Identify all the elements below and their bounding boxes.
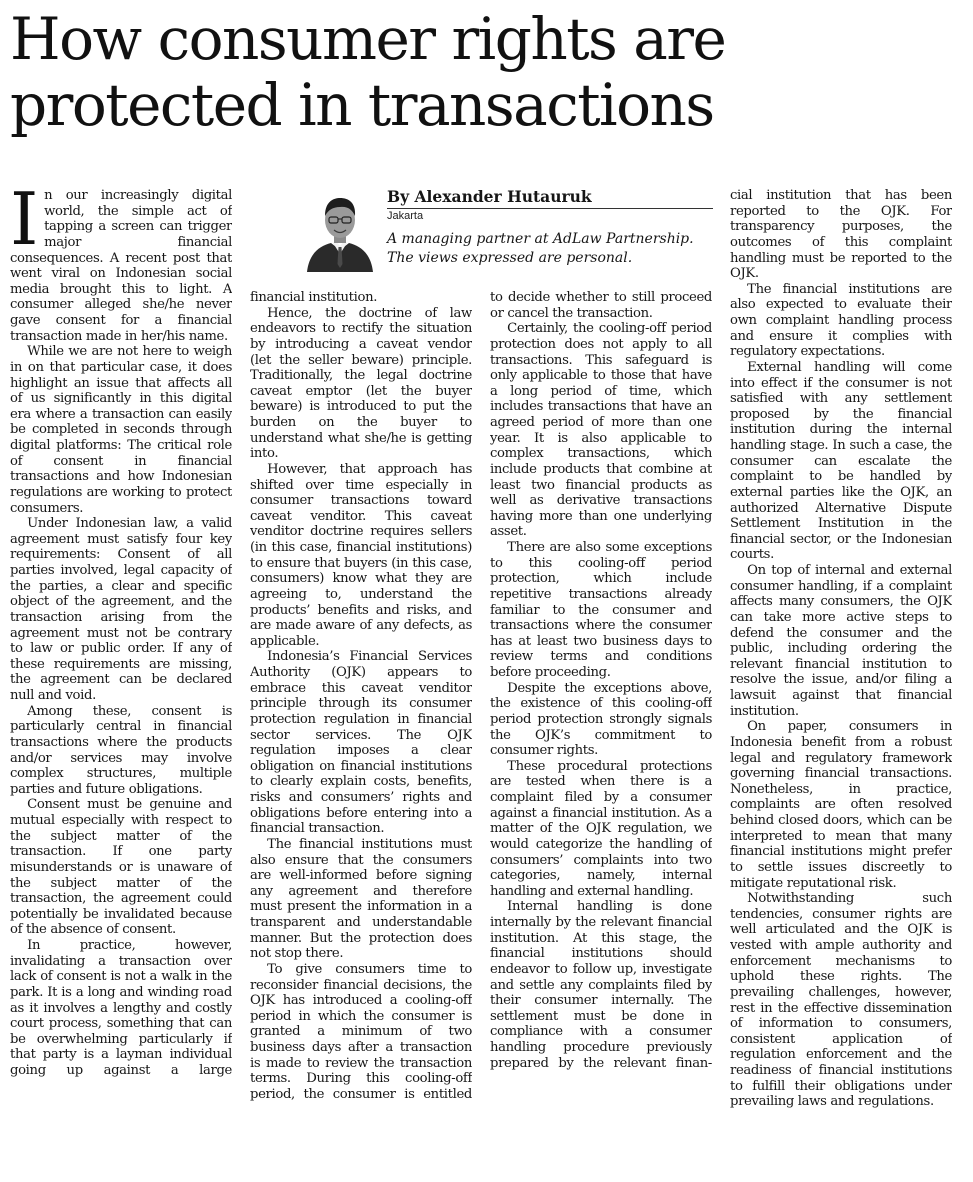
article-column-1: [10, 188, 232, 1164]
article-paragraph: In practice, however, invalidating a transaction over lack of consent is not a walk in the park. It is a long and winding road as it involves a lengthy and costly court process, something that can be overwhelming particularly if that party is a layman individual going up against a large: [10, 938, 232, 1078]
article-paragraph: There are also some exceptions to this cooling-off period protection, which include repetitive transactions already familiar to the consumer and transactions where the consumer has at least two business days to review terms and conditions before proceeding.: [490, 540, 712, 680]
byline-divider: [387, 208, 713, 209]
article-paragraph: To give consumers time to reconsider financial decisions, the OJK has introduced a cooling-off period in which the consumer is granted a minimum of two business days after a transaction is made to review the transaction terms. During this cooling-off period, the consumer is entitled: [250, 961, 472, 1102]
article-paragraph: financial institution.: [250, 290, 378, 305]
article-paragraph: Under Indonesian law, a valid agreement must satisfy four key requirements: Consent of all parties involved, legal capacity of the parties, a clear and specific object of the agreement, and the transaction arising from the agreement must not be contrary to law or public order. If any of these requirements are missing, the agreement can be declared null and void.: [10, 516, 232, 703]
article-paragraph: While we are not here to weigh in on that particular case, it does highlight an issue that affects all of us significantly in this digital era where a transaction can easily be completed in seconds through digital platforms: The critical role of consent in financial transactions and how Indonesian regulations are working to protect consumers.: [10, 344, 232, 516]
article-paragraph: These procedural protections are tested when there is a complaint filed by a consumer against a financial institution. As a matter of the OJK regulation, we would categorize the handling of consumers’ complaints into two categories, namely, internal handling and external handling.: [490, 758, 712, 899]
drop-cap: I: [10, 188, 39, 261]
article-column-2: [250, 290, 472, 1164]
byline-location: Jakarta: [387, 210, 424, 222]
article-paragraph: However, that approach has shifted over time especially in consumer transactions toward caveat venditor. This caveat venditor doctrine requires sellers (in this case, financial institutions) to ensure that buyers (in this case, consumers) know what they are agreeing to, understand the products’ benefits and risks, and are made aware of any defects, as applicable.: [250, 461, 472, 649]
headline: How consumer rights are protected in transactions: [10, 5, 726, 139]
paragraph-text: n our increasingly digital world, the simple act of tapping a screen can trigger major financial consequences. A recent post that went viral on Indonesian social media brought this to light. A consumer alleged she/he never gave consent for a financial transaction made in her/his name.: [10, 188, 232, 344]
article-paragraph: Notwithstanding such tendencies, consumer rights are well articulated and the OJK is vested with ample authority and enforcement mechanisms to uphold these rights. The prevailing challenges, however, rest in the effective dissemination of information to consumers, consistent application of regulation enforcement and the readiness of financial institutions to fulfill their obligations under prevailing laws and regulations.: [730, 891, 952, 1110]
article-paragraph: cial institution that has been reported to the OJK. For transparency purposes, the outcomes of this complaint handling must be reported to the OJK.: [730, 188, 952, 282]
article-paragraph: The financial institutions must also ensure that the consumers are well-informed before signing any agreement and therefore must present the information in a transparent and understandable manner. But the protection does not stop there.: [250, 836, 472, 962]
author-photo: [305, 190, 375, 272]
byline-box: [305, 186, 715, 281]
article-paragraph: Among these, consent is particularly central in financial transactions where the products and/or services may involve complex structures, multiple parties and future obligations.: [10, 703, 232, 797]
byline-author: By Alexander Hutauruk: [387, 187, 592, 206]
article-column-4: [730, 188, 952, 1164]
byline-description: A managing partner at AdLaw Partnership. The views expressed are personal.: [387, 231, 694, 266]
article-paragraph: [10, 188, 232, 344]
article-paragraph: Indonesia’s Financial Services Authority (OJK) appears to embrace this caveat venditor principle through its consumer protection regulation in financial sector services. The OJK regulation imposes a clear obligation on financial institutions to clearly explain costs, benefits, risks and consumers’ rights and obligations before entering into a financial transaction.: [250, 649, 472, 837]
article-paragraph: Hence, the doctrine of law endeavors to rectify the situation by introducing a caveat vendor (let the seller beware) principle. Traditionally, the legal doctrine caveat emptor (let the buyer beware) is introduced to put the burden on the buyer to understand what she/he is getting into.: [250, 305, 472, 462]
article-paragraph: Consent must be genuine and mutual especially with respect to the subject matter of the transaction. If one party misunderstands or is unaware of the subject matter of the transaction, the agreement could potentially be invalidated because of the absence of consent.: [10, 797, 232, 938]
article-paragraph: Despite the exceptions above, the existence of this cooling-off period protection strongly signals the OJK’s commitment to consumer rights.: [490, 680, 712, 759]
article-paragraph: Certainly, the cooling-off period protection does not apply to all transactions. This safeguard is only applicable to those that have a long period of time, which includes transactions that have an agreed period of more than one year. It is also applicable to complex transactions, which include products that combine at least two financial products as well as derivative transactions having more than one underlying asset.: [490, 321, 712, 540]
article-paragraph: to decide whether to still proceed or cancel the transaction.: [490, 290, 712, 321]
article-paragraph: On top of internal and external consumer handling, if a complaint affects many consumers, the OJK can take more active steps to defend the consumer and the public, including ordering the relevant financial institution to resolve the issue, and/or filing a lawsuit against that financial institution.: [730, 563, 952, 719]
article-paragraph: The financial institutions are also expected to evaluate their own complaint handling process and ensure it complies with regulatory expectations.: [730, 281, 952, 360]
article-paragraph: On paper, consumers in Indonesia benefit from a robust legal and regulatory framework governing financial transactions. Nonetheless, in practice, complaints are often resolved behind closed doors, which can be interpreted to mean that many financial institutions might prefer to settle issues discreetly to mitigate reputational risk.: [730, 719, 952, 891]
article-paragraph: External handling will come into effect if the consumer is not satisfied with any settlement proposed by the financial institution during the internal handling stage. In such a case, the consumer can escalate the complaint to be handled by external parties like the OJK, an authorized Alternative Dispute Settlement Institution in the financial sector, or the Indonesian courts.: [730, 359, 952, 563]
article-paragraph: Internal handling is done internally by the relevant financial institution. At this stage, the financial institutions should endeavor to follow up, investigate and settle any complaints filed by their consumer internally. The settlement must be done in compliance with a consumer handling procedure previously prepared by the relevant finan-: [490, 899, 712, 1071]
article-column-3: [490, 290, 712, 1164]
